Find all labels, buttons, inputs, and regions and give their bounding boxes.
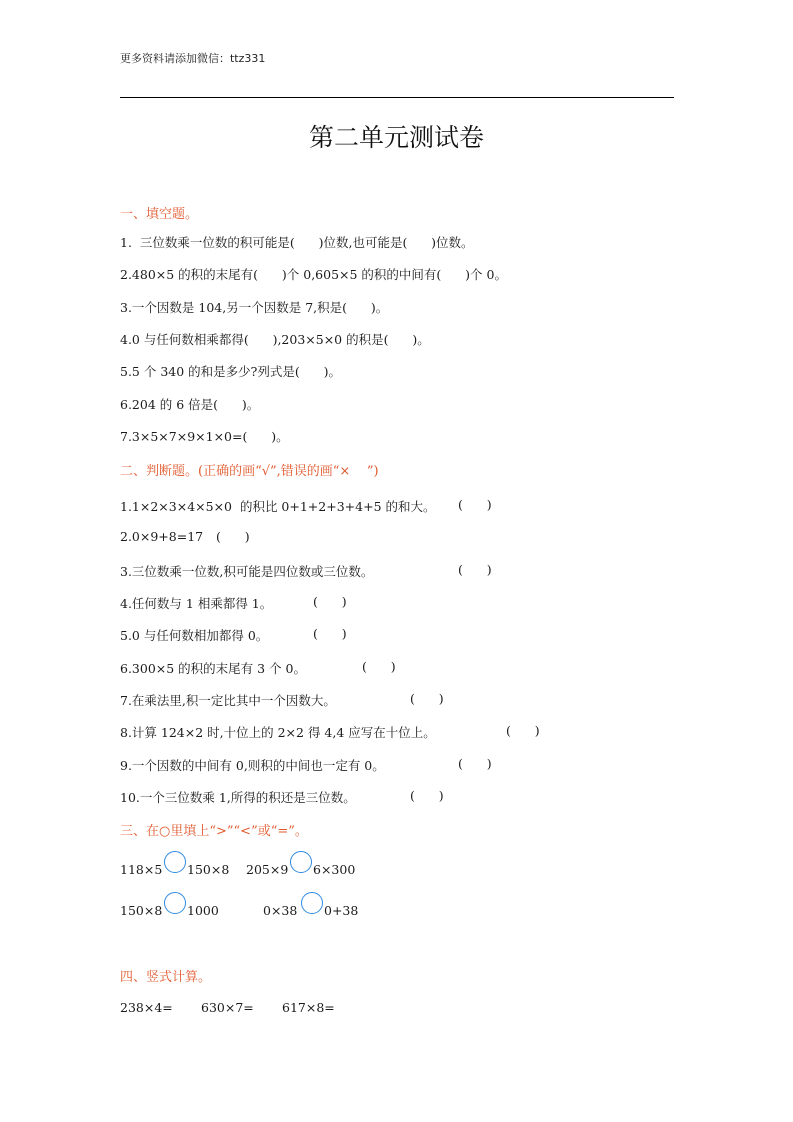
compare-left-2: 205×9 bbox=[246, 862, 289, 877]
answer-paren[interactable]: ( ) bbox=[313, 594, 347, 609]
judge-question-6: 6.300×5 的积的末尾有 3 个 0。 bbox=[120, 661, 307, 676]
section-heading-compare: 三、在○里填上“>”“<”或“=”。 bbox=[120, 824, 308, 839]
answer-paren[interactable]: ( ) bbox=[458, 497, 492, 512]
answer-paren[interactable]: ( ) bbox=[458, 562, 492, 577]
answer-paren[interactable]: ( ) bbox=[506, 723, 540, 738]
judge-question-1: 1.1×2×3×4×5×0 的积比 0+1+2+3+4+5 的和大。 bbox=[120, 499, 436, 514]
compare-circle-3[interactable] bbox=[164, 892, 186, 914]
section-heading-vertical: 四、竖式计算。 bbox=[120, 970, 212, 985]
fill-question-2: 2.480×5 的积的末尾有( )个 0,605×5 的积的中间有( )个 0。 bbox=[120, 267, 507, 282]
judge-question-5: 5.0 与任何数相加都得 0。 bbox=[120, 628, 269, 643]
fill-question-1: 1. 三位数乘一位数的积可能是( )位数,也可能是( )位数。 bbox=[120, 235, 474, 250]
vertical-problem-3: 617×8= bbox=[282, 1000, 335, 1015]
compare-circle-4[interactable] bbox=[301, 892, 323, 914]
fill-question-5: 5.5 个 340 的和是多少?列式是( )。 bbox=[120, 364, 341, 379]
answer-paren[interactable]: ( ) bbox=[362, 659, 396, 674]
header-divider bbox=[120, 97, 674, 98]
judge-question-8: 8.计算 124×2 时,十位上的 2×2 得 4,4 应写在十位上。 bbox=[120, 725, 436, 740]
fill-question-3: 3.一个因数是 104,另一个因数是 7,积是( )。 bbox=[120, 300, 389, 315]
answer-paren[interactable]: ( ) bbox=[216, 529, 250, 544]
compare-left-1: 118×5 bbox=[120, 862, 163, 877]
judge-question-9: 9.一个因数的中间有 0,则积的中间也一定有 0。 bbox=[120, 758, 385, 773]
compare-right-2: 6×300 bbox=[313, 862, 356, 877]
compare-left-3: 150×8 bbox=[120, 903, 163, 918]
fill-question-4: 4.0 与任何数相乘都得( ),203×5×0 的积是( )。 bbox=[120, 332, 430, 347]
fill-question-7: 7.3×5×7×9×1×0=( )。 bbox=[120, 429, 289, 444]
compare-circle-2[interactable] bbox=[290, 851, 312, 873]
vertical-problem-2: 630×7= bbox=[201, 1000, 254, 1015]
compare-circle-1[interactable] bbox=[164, 851, 186, 873]
compare-left-4: 0×38 bbox=[263, 903, 298, 918]
judge-question-7: 7.在乘法里,积一定比其中一个因数大。 bbox=[120, 693, 336, 708]
answer-paren[interactable]: ( ) bbox=[410, 691, 444, 706]
vertical-problem-1: 238×4= bbox=[120, 1000, 173, 1015]
answer-paren[interactable]: ( ) bbox=[313, 626, 347, 641]
section-heading-fill: 一、填空题。 bbox=[120, 207, 199, 222]
page-title: 第二单元测试卷 bbox=[308, 123, 484, 152]
judge-question-10: 10.一个三位数乘 1,所得的积还是三位数。 bbox=[120, 790, 356, 805]
judge-question-3: 3.三位数乘一位数,积可能是四位数或三位数。 bbox=[120, 564, 374, 579]
header-note: 更多资料请添加微信：ttz331 bbox=[120, 52, 266, 65]
fill-question-6: 6.204 的 6 倍是( )。 bbox=[120, 397, 260, 412]
compare-right-1: 150×8 bbox=[187, 862, 230, 877]
judge-question-2: 2.0×9+8=17 bbox=[120, 529, 204, 544]
compare-right-4: 0+38 bbox=[324, 903, 359, 918]
answer-paren[interactable]: ( ) bbox=[410, 788, 444, 803]
section-heading-judge: 二、判断题。(正确的画“√”,错误的画“× ”) bbox=[120, 464, 379, 479]
judge-question-4: 4.任何数与 1 相乘都得 1。 bbox=[120, 596, 273, 611]
answer-paren[interactable]: ( ) bbox=[458, 756, 492, 771]
compare-right-3: 1000 bbox=[187, 903, 219, 918]
